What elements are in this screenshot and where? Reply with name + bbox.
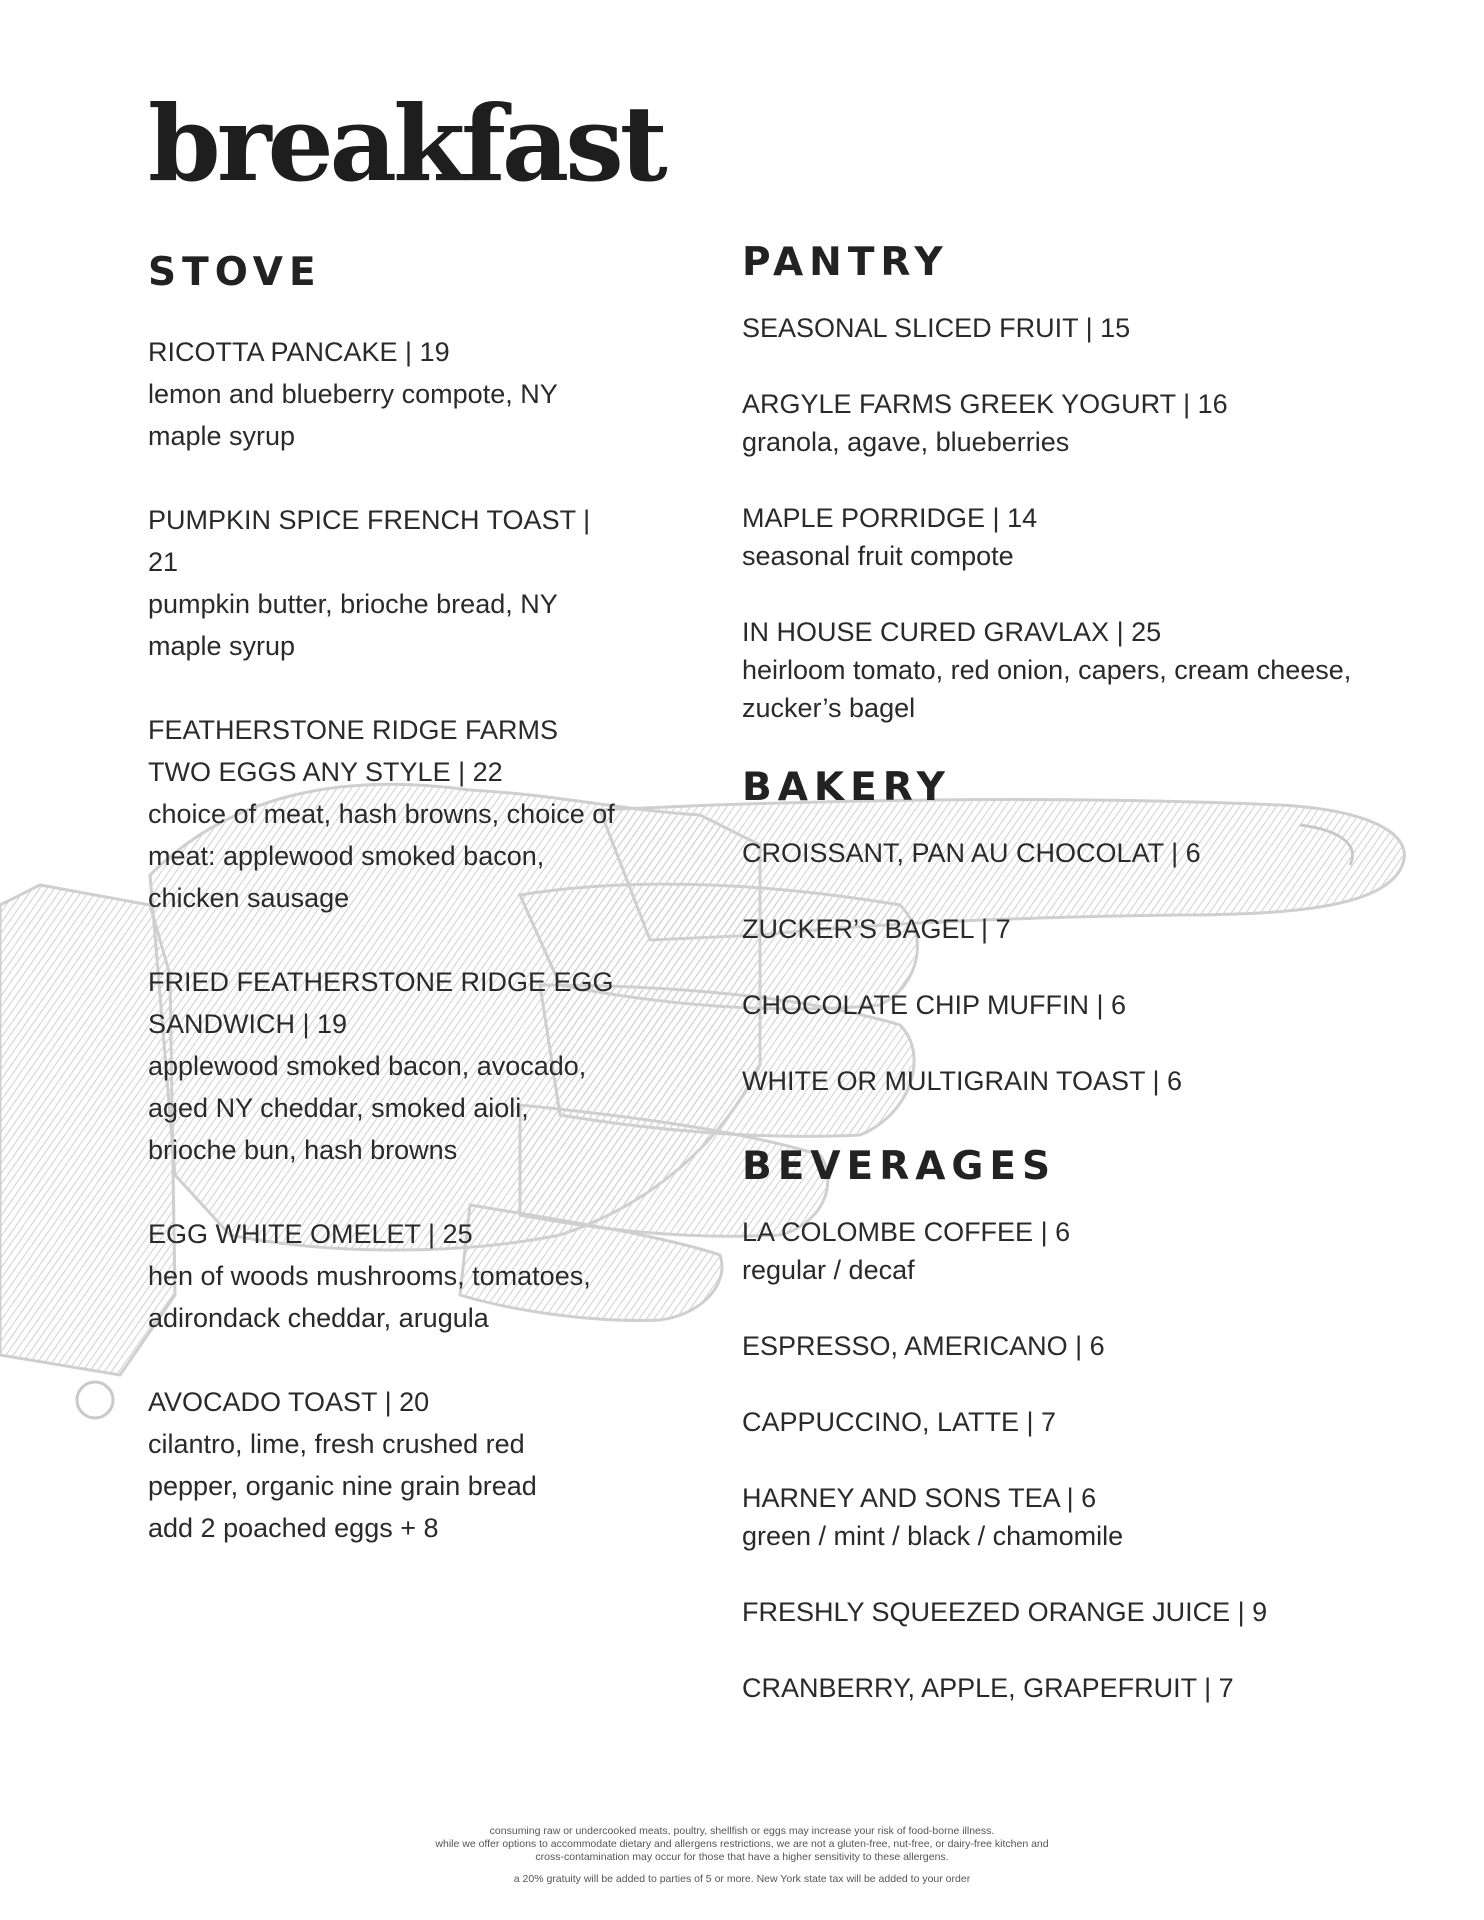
menu-item-description: heirloom tomato, red onion, capers, cream cheese, zucker’s bagel bbox=[742, 655, 1352, 723]
menu-item bbox=[148, 331, 618, 457]
footer-line: consuming raw or undercooked meats, poultry, shellfish or eggs may increase your risk of food-borne illness. bbox=[489, 1825, 995, 1837]
menu-item-description: hen of woods mushrooms, tomatoes, adirondack cheddar, arugula bbox=[148, 1261, 591, 1333]
page-title: breakfast bbox=[148, 82, 664, 205]
menu-item bbox=[742, 910, 1442, 948]
menu-item bbox=[148, 499, 618, 667]
section-heading-bakery: BAKERY bbox=[742, 765, 951, 810]
stove-section bbox=[148, 250, 618, 1591]
menu-item bbox=[742, 1327, 1442, 1365]
menu-item-description: lemon and blueberry compote, NY maple syrup bbox=[148, 379, 558, 451]
menu-item-description: granola, agave, blueberries bbox=[742, 427, 1070, 457]
menu-item-title: LA COLOMBE COFFEE | 6 bbox=[742, 1217, 1071, 1247]
menu-item-title: ARGYLE FARMS GREEK YOGURT | 16 bbox=[742, 389, 1228, 419]
menu-item bbox=[742, 1593, 1442, 1631]
menu-item-title: RICOTTA PANCAKE | 19 bbox=[148, 337, 450, 367]
menu-item bbox=[742, 1213, 1442, 1289]
menu-item bbox=[742, 986, 1442, 1024]
menu-item-description: regular / decaf bbox=[742, 1255, 915, 1285]
menu-item-title: ESPRESSO, AMERICANO | 6 bbox=[742, 1331, 1105, 1361]
footer-line: while we offer options to accommodate dietary and allergens restrictions, we are not a gluten-free, nut-free, or dairy-free kitchen and bbox=[435, 1838, 1049, 1850]
menu-item bbox=[742, 834, 1442, 872]
menu-item-title: ZUCKER’S BAGEL | 7 bbox=[742, 914, 1011, 944]
section-heading-pantry: PANTRY bbox=[742, 240, 949, 285]
menu-item-title: FRESHLY SQUEEZED ORANGE JUICE | 9 bbox=[742, 1597, 1268, 1627]
stove-items bbox=[148, 331, 618, 1549]
section-heading-beverages: BEVERAGES bbox=[742, 1144, 1057, 1189]
menu-item bbox=[742, 385, 1442, 461]
menu-item bbox=[742, 1062, 1442, 1100]
menu-item bbox=[148, 1381, 618, 1549]
menu-item bbox=[742, 1479, 1442, 1555]
section-heading-stove: STOVE bbox=[148, 250, 322, 295]
menu-item-title: PUMPKIN SPICE FRENCH TOAST | 21 bbox=[148, 505, 591, 577]
menu-item bbox=[742, 499, 1442, 575]
bakery-items bbox=[742, 834, 1442, 1100]
menu-item-title: MAPLE PORRIDGE | 14 bbox=[742, 503, 1038, 533]
menu-item-description: pumpkin butter, brioche bread, NY maple syrup bbox=[148, 589, 558, 661]
menu-item-description: cilantro, lime, fresh crushed red pepper, organic nine grain bread bbox=[148, 1429, 537, 1501]
menu-item bbox=[742, 1403, 1442, 1441]
menu-item-description: choice of meat, hash browns, choice of meat: applewood smoked bacon, chicken sausage bbox=[148, 799, 615, 913]
menu-item-title: CAPPUCCINO, LATTE | 7 bbox=[742, 1407, 1057, 1437]
menu-item-title: HARNEY AND SONS TEA | 6 bbox=[742, 1483, 1097, 1513]
menu-item-title: WHITE OR MULTIGRAIN TOAST | 6 bbox=[742, 1066, 1183, 1096]
menu-item-title: EGG WHITE OMELET | 25 bbox=[148, 1219, 473, 1249]
menu-item bbox=[742, 309, 1442, 347]
menu-item bbox=[742, 613, 1442, 727]
menu-item-title: SEASONAL SLICED FRUIT | 15 bbox=[742, 313, 1131, 343]
menu-item-title: FRIED FEATHERSTONE RIDGE EGG SANDWICH | 19 bbox=[148, 967, 614, 1039]
menu-item bbox=[148, 961, 618, 1171]
menu-item-title: AVOCADO TOAST | 20 bbox=[148, 1387, 430, 1417]
right-column bbox=[742, 240, 1442, 1745]
menu-item-title: CHOCOLATE CHIP MUFFIN | 6 bbox=[742, 990, 1127, 1020]
footer-gratuity-note: a 20% gratuity will be added to parties of 5 or more. New York state tax will be added to your order bbox=[513, 1873, 971, 1885]
pantry-items bbox=[742, 309, 1442, 727]
menu-item-description: seasonal fruit compote bbox=[742, 541, 1014, 571]
menu-item bbox=[148, 1213, 618, 1339]
menu-item-title: CRANBERRY, APPLE, GRAPEFRUIT | 7 bbox=[742, 1673, 1234, 1703]
menu-item-title: IN HOUSE CURED GRAVLAX | 25 bbox=[742, 617, 1162, 647]
footer-disclaimer bbox=[0, 1825, 1484, 1886]
menu-item bbox=[742, 1669, 1442, 1707]
menu-item-description: green / mint / black / chamomile bbox=[742, 1521, 1124, 1551]
footer-line: cross-contamination may occur for those that have a higher sensitivity to these allergens. bbox=[535, 1851, 949, 1863]
menu-item bbox=[148, 709, 618, 919]
beverages-items bbox=[742, 1213, 1442, 1707]
menu-item-addon: add 2 poached eggs + 8 bbox=[148, 1513, 439, 1543]
menu-item-description: applewood smoked bacon, avocado, aged NY cheddar, smoked aioli, brioche bun, hash browns bbox=[148, 1051, 587, 1165]
menu-item-title: FEATHERSTONE RIDGE FARMS TWO EGGS ANY STYLE | 22 bbox=[148, 715, 559, 787]
menu-item-title: CROISSANT, PAN AU CHOCOLAT | 6 bbox=[742, 838, 1201, 868]
